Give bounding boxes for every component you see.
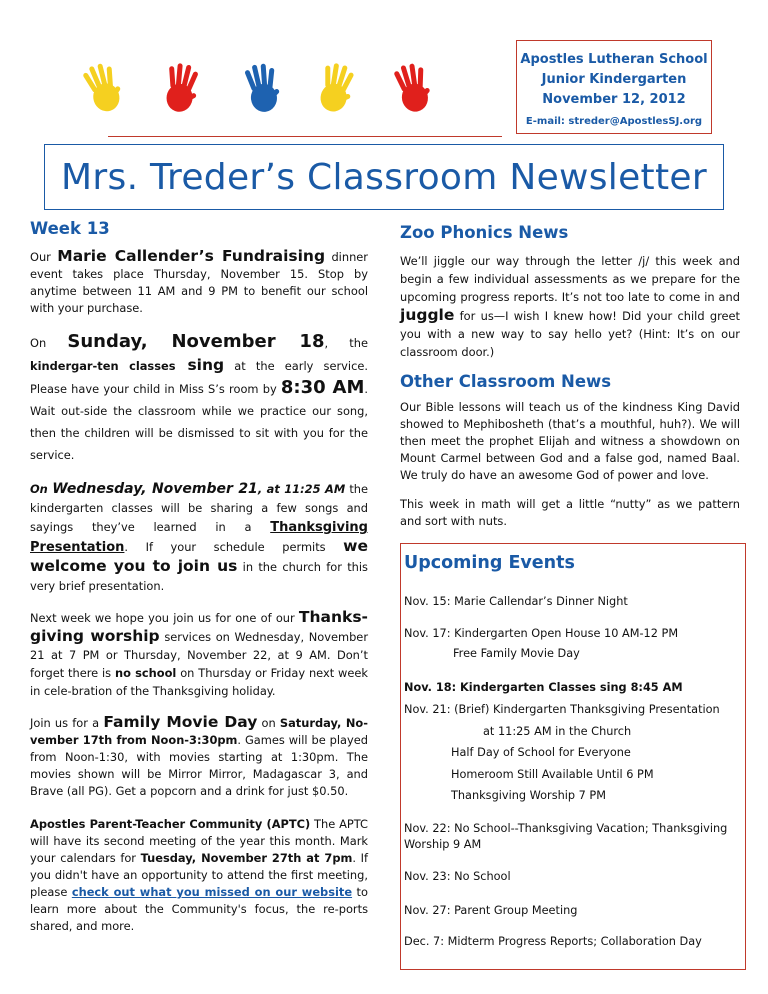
event-item: Nov. 18: Kindergarten Classes sing 8:45 AM — [404, 681, 683, 694]
aptc-heading: Apostles Parent-Teacher Community (APTC) — [30, 817, 311, 831]
handprints-decoration — [72, 50, 452, 122]
family-movie-day: Family Movie Day — [103, 713, 258, 731]
zoo-phonics-heading: Zoo Phonics News — [400, 223, 569, 242]
event-item: at 11:25 AM in the Church — [483, 725, 632, 738]
event-item: Free Family Movie Day — [453, 647, 580, 660]
text: On — [30, 336, 68, 350]
text: . Wait out-side the classroom while we practice our song, then the children will be dismissed to sit with you for the service. — [30, 382, 368, 462]
fundraiser-paragraph — [30, 248, 368, 317]
worship-paragraph — [30, 608, 368, 700]
zoo-phonics-paragraph — [400, 252, 740, 361]
movie-day-date: Saturday, No-vember 17th from Noon-3:30pm — [30, 716, 368, 747]
event-item: Nov. 17: Kindergarten Open House 10 AM-12 PM — [404, 627, 679, 640]
math-paragraph: This week in math will get a little “nutty” as we pattern and sort with nuts. — [400, 497, 740, 528]
kindergarten-classes: kindergar-ten classes — [30, 359, 176, 373]
red-hand-icon — [162, 61, 203, 114]
welcome-invite: we welcome you to join us — [30, 537, 368, 575]
sunday-paragraph — [30, 331, 368, 466]
text: the kindergarten classes will be sharing a few songs and sayings they’ve learned in a — [30, 482, 369, 534]
sunday-date: Sunday, November 18 — [67, 331, 325, 352]
event-item: Thanksgiving Worship 7 PM — [451, 789, 606, 802]
blue-hand-icon — [244, 62, 283, 114]
event-item: Nov. 15: Marie Callendar’s Dinner Night — [404, 595, 628, 608]
event-item: Homeroom Still Available Until 6 PM — [451, 768, 654, 781]
text: in the church for this very brief presentation. — [30, 560, 368, 593]
event-item: Half Day of School for Everyone — [451, 746, 631, 759]
aptc-paragraph — [30, 816, 368, 935]
text: The APTC will have its second meeting of the year this month. Mark your calendars for — [30, 817, 368, 865]
upcoming-events-box — [400, 543, 746, 970]
text: at the early service. Please have your child in Miss S’s room by — [30, 359, 368, 396]
text: Next week we hope you join us for one of our — [30, 611, 299, 625]
text: dinner event takes place Thursday, November 15. Stop by anytime between 11 AM and 9 PM to benefit our school with your purchase. — [30, 250, 368, 315]
text: Join us for a — [30, 716, 104, 730]
text: , the — [324, 336, 368, 350]
wednesday-date: Wednesday, November 21 — [52, 481, 258, 497]
event-item: Nov. 22: No School--Thanksgiving Vacation; Thanksgiving Worship 9 AM — [404, 822, 728, 851]
arrival-time: 8:30 AM — [280, 377, 365, 398]
text: on — [257, 716, 280, 730]
text: . Games will be played from Noon-1:30, with movies starting at 1:30pm. The movies shown will be Mirror Mirror, Madagascar 3, and Brave (all PG). Get a popcorn and a drink for just $0.50. — [30, 733, 368, 798]
juggle-emphasis: juggle — [400, 306, 455, 324]
presentation-paragraph — [30, 480, 368, 596]
event-item: Nov. 23: No School — [404, 870, 511, 883]
text: Our — [30, 250, 58, 264]
fundraiser-name: Marie Callender’s Fundraising — [57, 247, 326, 265]
text: . If you didn't have an opportunity to attend the first meeting, please — [30, 851, 368, 899]
aptc-date: Tuesday, November 27th at 7pm — [140, 851, 353, 865]
header-rule — [108, 136, 502, 137]
presentation-time: , at 11:25 AM — [257, 482, 346, 496]
movie-day-paragraph — [30, 714, 368, 800]
text: On — [30, 482, 53, 496]
contact-email[interactable]: E-mail: streder@ApostlesSJ.org — [525, 116, 703, 127]
week-heading: Week 13 — [30, 219, 110, 238]
text: . If your schedule permits — [124, 540, 344, 554]
left-column — [30, 218, 368, 935]
other-news-heading: Other Classroom News — [400, 372, 612, 391]
bible-lessons-paragraph: Our Bible lessons will teach us of the kindness King David showed to Mephibosheth (that’s a mouthful, huh?). We will then meet the prophet Elijah and witness a showdown on Mount Carmel between God and a false god, named Baal. We truly do have an awesome God of power and love. — [400, 400, 740, 482]
yellow-hand-icon — [315, 61, 358, 116]
event-item: Nov. 21: (Brief) Kindergarten Thanksgiving Presentation — [404, 703, 720, 716]
text: for us—I wish I knew how! Did your child greet you with a new way to say hello yet? (Hint: It’s on our classroom door.) — [400, 309, 740, 359]
thanksgiving-presentation: Thanksgiving Presentation — [30, 520, 368, 555]
website-link[interactable]: check out what you missed on our website — [71, 885, 353, 899]
school-name: Apostles Lutheran School — [520, 52, 708, 67]
newsletter-date: November 12, 2012 — [542, 92, 686, 107]
event-item: Dec. 7: Midterm Progress Reports; Collaboration Day — [404, 935, 702, 948]
school-info-box — [516, 40, 712, 134]
text: on Thursday or Friday next week in cele-bration of the Thanksgiving holiday. — [30, 666, 368, 698]
event-item: Nov. 27: Parent Group Meeting — [404, 904, 578, 917]
thanksgiving-worship: Thanks-giving worship — [30, 608, 368, 645]
text: to learn more about the Community's focus, the re-ports shared, and more. — [30, 885, 368, 933]
no-school-emphasis: no school — [114, 666, 177, 680]
sing-emphasis: sing — [175, 356, 225, 374]
upcoming-events-heading: Upcoming Events — [404, 553, 575, 573]
title-banner — [44, 144, 724, 210]
text: We’ll jiggle our way through the letter /j/ this week and begin a few individual assessments as we prepare for the upcoming progress reports. It’s not too late to come in and — [400, 254, 740, 304]
page-title: Mrs. Treder’s Classroom Newsletter — [61, 157, 707, 198]
red-hand-icon — [392, 61, 434, 115]
yellow-hand-icon — [81, 60, 127, 116]
right-column — [400, 222, 740, 530]
text: services on Wednesday, November 21 at 7 PM or Thursday, November 22, at 9 AM. Don’t forget there is — [30, 630, 369, 680]
class-name: Junior Kindergarten — [541, 72, 687, 87]
